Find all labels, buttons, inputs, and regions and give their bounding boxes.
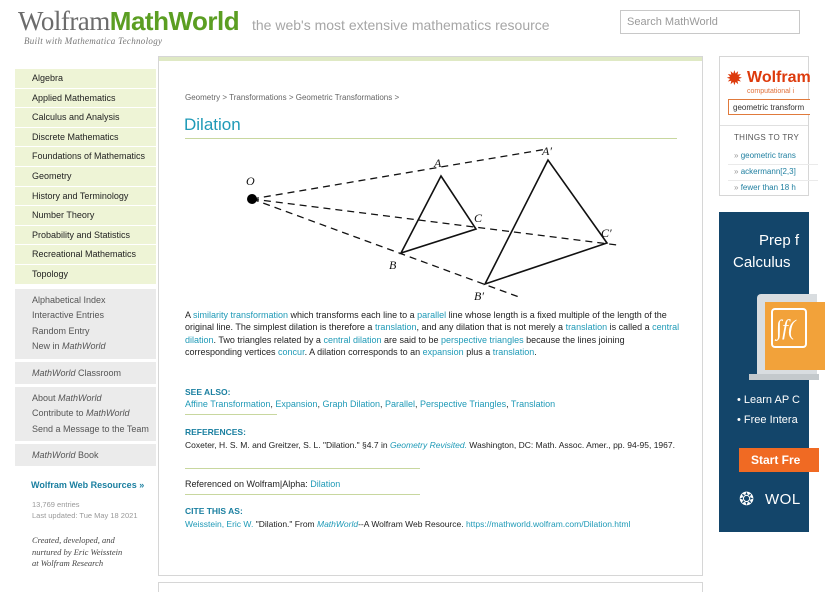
credits: Created, developed, and nurtured by Eric Weisstein at Wolfram Research [32, 535, 123, 569]
see-also-affine-transformation[interactable]: Affine Transformation [185, 399, 271, 409]
try-divider [728, 164, 818, 165]
see-also-divider [185, 414, 277, 415]
breadcrumb-geometry[interactable]: Geometry [185, 93, 221, 102]
see-also-translation[interactable]: Translation [510, 399, 556, 409]
next-content-box [158, 582, 703, 592]
try-item[interactable]: » ackermann[2,3] [734, 167, 796, 176]
sidebar-item-probability[interactable]: Probability and Statistics [15, 226, 156, 246]
author-link[interactable]: Weisstein, Eric W. [185, 519, 254, 529]
widget-divider [720, 125, 808, 126]
index-links [15, 289, 156, 359]
wolfram-web-resources-link[interactable]: Wolfram Web Resources » [31, 480, 145, 491]
citation-text: Weisstein, Eric W. "Dilation." From MathWorld--A Wolfram Web Resource. https://mathworld.wolfram.com/Dilation.html [185, 519, 631, 529]
entry-count: 13,769 entries [32, 500, 80, 510]
triangle-abc [401, 176, 476, 253]
classroom-block [15, 362, 156, 384]
triangle-a-prime [485, 160, 607, 284]
see-also-parallel[interactable]: Parallel [385, 399, 416, 409]
double-chevron-icon: » [734, 151, 739, 160]
label-a: A [434, 156, 442, 170]
send-message-link[interactable]: Send a Message to the Team [32, 423, 149, 434]
about-links [15, 387, 156, 442]
sidebar-item-applied-mathematics[interactable]: Applied Mathematics [15, 89, 156, 109]
link-parallel[interactable]: parallel [417, 310, 447, 320]
calculus-prep-ad[interactable] [719, 212, 809, 532]
sidebar-item-geometry[interactable]: Geometry [15, 167, 156, 187]
sidebar-item-number-theory[interactable]: Number Theory [15, 206, 156, 226]
label-b: B [389, 258, 397, 272]
link-expansion[interactable]: expansion [422, 346, 464, 357]
wolfram-alpha-dilation-link[interactable]: Dilation [310, 479, 341, 489]
logo-mathworld: MathWorld [109, 6, 240, 36]
wolfram-alpha-reference: Referenced on Wolfram|Alpha: Dilation [185, 479, 341, 489]
link-translation[interactable]: translation [492, 346, 535, 357]
breadcrumb-geometric-transformations[interactable]: Geometric Transformations [295, 93, 393, 102]
label-b-prime: B′ [474, 289, 484, 303]
ad-headline-2: Calculus [733, 254, 791, 271]
references-heading: REFERENCES: [185, 427, 246, 437]
see-also-links: Affine Transformation, Expansion, Graph Dilation, Parallel, Perspective Triangles, Translation [185, 399, 556, 409]
wolfram-spikey-icon: ❂ [739, 489, 755, 509]
mathworld-home-link[interactable]: MathWorld [317, 519, 359, 529]
sidebar-item-discrete-mathematics[interactable]: Discrete Mathematics [15, 128, 156, 148]
wolfram-alpha-widget [719, 56, 809, 196]
reference-entry: Coxeter, H. S. M. and Greitzer, S. L. "Dilation." §4.7 in Geometry Revisited. Washington, DC: Math. Assoc. Amer., pp. 94-95, 1967. [185, 440, 675, 450]
link-central-dilation[interactable]: central dilation [323, 334, 382, 345]
alphabetical-index-link[interactable]: Alphabetical Index [32, 294, 106, 305]
see-also-graph-dilation[interactable]: Graph Dilation [322, 399, 380, 409]
wolfram-alpha-brand[interactable]: Wolfram [747, 69, 811, 86]
breadcrumb: Geometry > Transformations > Geometric Transformations > [185, 93, 400, 102]
sidebar-item-recreational[interactable]: Recreational Mathematics [15, 245, 156, 265]
main-content [158, 56, 703, 576]
sidebar-item-history[interactable]: History and Terminology [15, 187, 156, 207]
link-central-dilation[interactable]: central dilation [185, 322, 680, 345]
link-geometry-revisited[interactable]: Geometry Revisited. [389, 440, 467, 450]
ad-headline-1: Prep f [759, 232, 800, 249]
link-perspective-triangles[interactable]: perspective triangles [441, 334, 524, 345]
double-chevron-icon: » [734, 183, 739, 192]
logo-subtitle: Built with Mathematica Technology [24, 36, 163, 46]
site-tagline: the web's most extensive mathematics resource [252, 17, 550, 33]
center-point-o [247, 194, 257, 204]
double-chevron-icon: » [734, 167, 739, 176]
ad-bullet: • Free Intera [737, 414, 798, 426]
content-top-bar [159, 57, 702, 61]
label-o: O [246, 174, 255, 188]
sidebar-item-calculus[interactable]: Calculus and Analysis [15, 108, 156, 128]
breadcrumb-transformations[interactable]: Transformations [229, 93, 287, 102]
see-also-heading: SEE ALSO: [185, 387, 231, 397]
left-sidebar [15, 69, 156, 570]
ad-brand: WOL [765, 491, 801, 508]
try-divider [728, 180, 818, 181]
site-logo[interactable] [18, 6, 239, 37]
search-input[interactable] [620, 10, 800, 34]
interactive-entries-link[interactable]: Interactive Entries [32, 310, 105, 321]
link-similarity-transformation[interactable]: similarity transformation [193, 310, 289, 320]
references-divider [185, 468, 420, 469]
contribute-link[interactable]: Contribute to MathWorld [32, 408, 130, 419]
link-translation[interactable]: translation [565, 322, 608, 333]
book-link[interactable]: MathWorld Book [32, 450, 99, 461]
wolfram-alpha-query-input[interactable] [728, 99, 810, 115]
wolfram-alpha-star-icon: ✹ [726, 68, 743, 90]
link-concur[interactable]: concur [278, 346, 305, 357]
start-free-button[interactable]: Start Fre [739, 448, 819, 472]
double-chevron-icon: » [139, 480, 145, 491]
things-to-try-heading: THINGS TO TRY [734, 133, 800, 142]
ray-o-a [252, 149, 547, 199]
title-divider [185, 138, 677, 139]
site-header [0, 0, 800, 50]
see-also-perspective-triangles[interactable]: Perspective Triangles [420, 399, 507, 409]
sidebar-item-algebra[interactable]: Algebra [15, 69, 156, 89]
citation-url-link[interactable]: https://mathworld.wolfram.com/Dilation.html [465, 519, 631, 529]
new-in-mathworld-link[interactable]: New in MathWorld [32, 341, 106, 352]
topic-nav [15, 69, 156, 285]
see-also-expansion[interactable]: Expansion [275, 399, 318, 409]
cite-heading: CITE THIS AS: [185, 506, 243, 516]
try-item[interactable]: » geometric trans [734, 151, 796, 160]
laptop-base [749, 374, 819, 380]
try-item[interactable]: » fewer than 18 h [734, 183, 796, 192]
logo-wolfram: Wolfram [18, 6, 110, 36]
book-block [15, 444, 156, 466]
link-translation[interactable]: translation [374, 322, 417, 333]
ray-o-c [252, 199, 617, 245]
wolfram-alpha-divider [185, 494, 420, 495]
sidebar-item-topology[interactable]: Topology [15, 265, 156, 285]
random-entry-link[interactable]: Random Entry [32, 325, 90, 336]
wolfram-alpha-subtitle: computational i [747, 88, 795, 95]
integral-icon: ∫f( [771, 308, 807, 348]
definition-text: A similarity transformation which transforms each line to a parallel line whose length is a fixed multiple of the length of the original line. The simplest dilation is therefore a translation, and any dilation that is not merely a translation is called a central dilation. Two triangles related by a central dilation are said to be perspective triangles because the lines joining corresponding vertices concur. A dilation corresponds to an expansion plus a translation. [185, 310, 680, 357]
classroom-link[interactable]: MathWorld Classroom [32, 367, 122, 378]
dilation-figure [229, 145, 619, 305]
last-updated: Last updated: Tue May 18 2021 [32, 511, 138, 521]
about-link[interactable]: About MathWorld [32, 392, 102, 403]
page-title: Dilation [184, 115, 241, 134]
label-c-prime: C′ [601, 226, 612, 240]
sidebar-item-foundations[interactable]: Foundations of Mathematics [15, 147, 156, 167]
label-c: C [474, 211, 483, 225]
label-a-prime: A′ [542, 144, 552, 158]
ad-bullet: • Learn AP C [737, 394, 800, 406]
